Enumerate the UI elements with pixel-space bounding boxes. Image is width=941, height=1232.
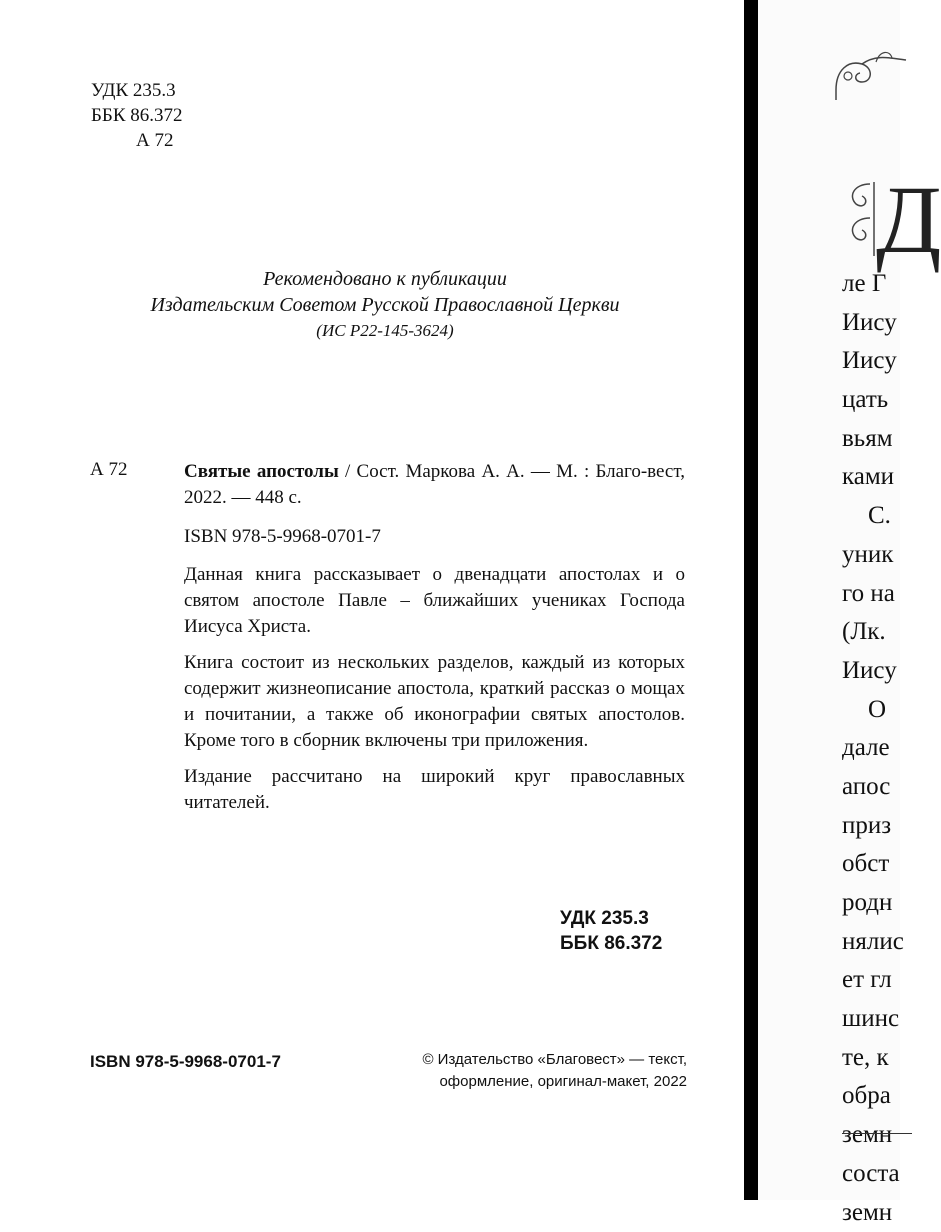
recommendation-code: (ИС Р22-145-3624) bbox=[90, 318, 680, 344]
text-line: апос bbox=[842, 768, 904, 807]
text-line: обст bbox=[842, 845, 904, 884]
ornament-flourish-icon bbox=[828, 40, 908, 100]
text-line: обра bbox=[842, 1077, 904, 1116]
copyright-line2: оформление, оригинал-макет, 2022 bbox=[400, 1071, 687, 1093]
recommendation-line1: Рекомендовано к публикации bbox=[90, 266, 680, 292]
page-gutter bbox=[744, 0, 758, 1200]
text-line: уник bbox=[842, 536, 904, 575]
text-line: соста bbox=[842, 1155, 904, 1194]
text-line: родн bbox=[842, 884, 904, 923]
annotation-paragraph: Издание рассчитано на широкий круг православных читателей. bbox=[184, 764, 685, 816]
bibliographic-entry bbox=[184, 459, 685, 511]
text-line: Иису bbox=[842, 652, 904, 691]
text-line: приз bbox=[842, 807, 904, 846]
drop-cap-ornament-icon bbox=[840, 178, 880, 258]
bbk-code: ББК 86.372 bbox=[91, 103, 183, 128]
udk-code: УДК 235.3 bbox=[91, 78, 183, 103]
annotation-paragraph: Данная книга рассказывает о двенадцати апостолах и о святом апостоле Павле – ближайших учениках Господа Иисуса Христа. bbox=[184, 562, 685, 640]
drop-cap: Д bbox=[876, 170, 941, 270]
entry-isbn: ISBN 978-5-9968-0701-7 bbox=[184, 524, 685, 550]
text-line: земн bbox=[842, 1194, 904, 1232]
classification-top bbox=[91, 78, 183, 153]
text-line: го на bbox=[842, 575, 904, 614]
annotation-paragraph: Книга состоит из нескольких разделов, каждый из которых содержит жизнеописание апостола, краткий рассказ о мощах и почитании, а также об иконографии святых апостолов. Кроме того в сборник включены три приложения. bbox=[184, 650, 685, 754]
author-mark: А 72 bbox=[91, 128, 183, 153]
bottom-rule bbox=[842, 1133, 912, 1134]
copyright-line1: © Издательство «Благовест» — текст, bbox=[400, 1049, 687, 1071]
right-page bbox=[758, 0, 900, 1200]
classification-bottom bbox=[560, 906, 686, 956]
udk-code-bottom: УДК 235.3 bbox=[560, 906, 686, 931]
text-line: Иису bbox=[842, 342, 904, 381]
text-line: (Лк. bbox=[842, 613, 904, 652]
recommendation-block bbox=[90, 266, 680, 344]
bibliographic-details: / Сост. Маркова А. А. — М. : Благо-вест, 2022. — 448 с. bbox=[184, 461, 685, 508]
text-line: ками bbox=[842, 458, 904, 497]
annotation bbox=[184, 562, 685, 816]
book-title: Святые апостолы bbox=[184, 461, 339, 482]
text-line: С. bbox=[842, 497, 904, 536]
text-line: Иису bbox=[842, 304, 904, 343]
entry-author-mark: А 72 bbox=[90, 459, 127, 481]
text-line: ле Г bbox=[842, 265, 904, 304]
bbk-code-bottom: ББК 86.372 bbox=[560, 931, 686, 956]
text-line: дале bbox=[842, 729, 904, 768]
copyright-notice bbox=[400, 1049, 687, 1093]
text-line: земн bbox=[842, 1116, 904, 1155]
text-line: О bbox=[842, 691, 904, 730]
text-line: ет гл bbox=[842, 961, 904, 1000]
text-line: шинс bbox=[842, 1000, 904, 1039]
text-line: нялис bbox=[842, 923, 904, 962]
recommendation-line2: Издательским Советом Русской Православной Церкви bbox=[90, 292, 680, 318]
text-line: вьям bbox=[842, 420, 904, 459]
footer-isbn: ISBN 978-5-9968-0701-7 bbox=[90, 1052, 281, 1072]
right-page-text bbox=[842, 265, 904, 1232]
text-line: те, к bbox=[842, 1039, 904, 1078]
text-line: цать bbox=[842, 381, 904, 420]
